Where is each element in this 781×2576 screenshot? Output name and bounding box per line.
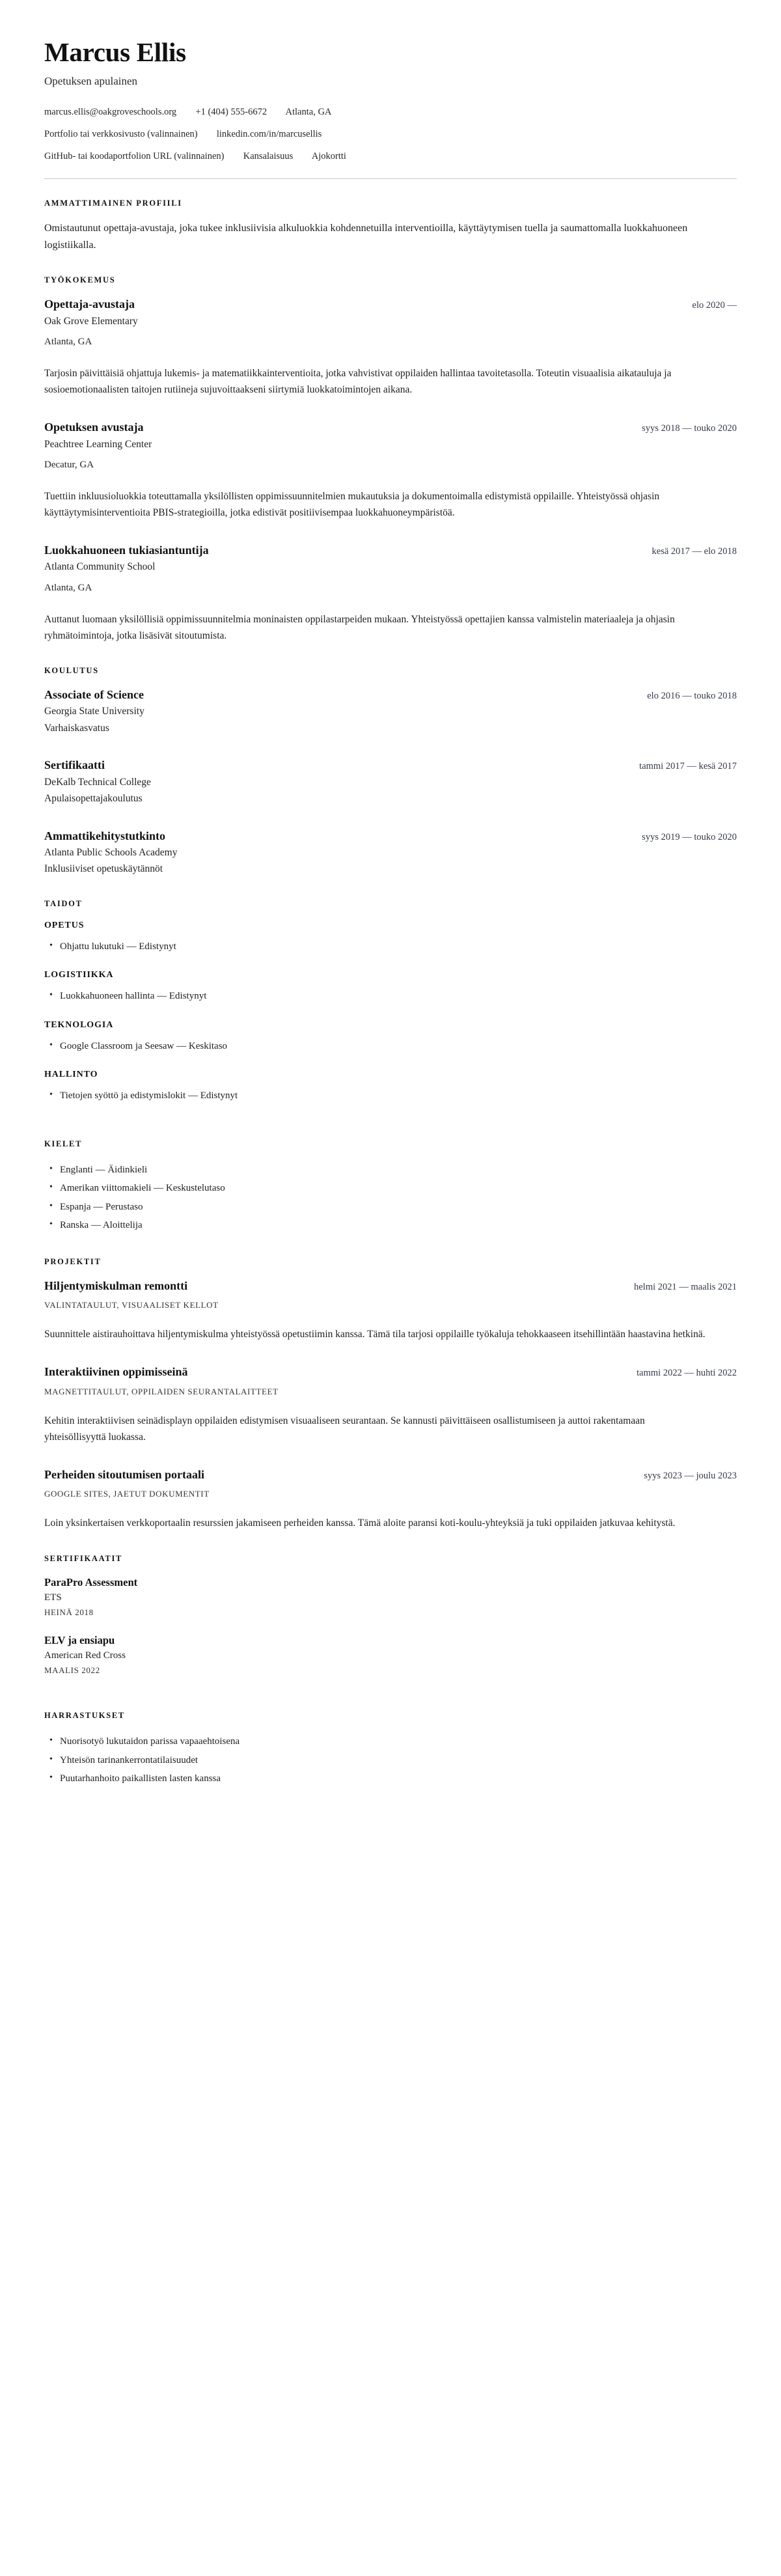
- contact-row-links: [44, 128, 737, 142]
- school-name: DeKalb Technical College: [44, 776, 151, 788]
- degree-name: Ammattikehitystutkinto: [44, 829, 166, 842]
- education-entry: [44, 687, 737, 736]
- contact-row-extra: [44, 150, 737, 164]
- project-name: Interaktiivinen oppimisseinä: [44, 1365, 188, 1379]
- skill-group-name: OPETUS: [44, 920, 85, 930]
- education-entry-head: [44, 687, 737, 702]
- skill-list: [44, 987, 737, 1006]
- experience-entry-head: [44, 297, 737, 312]
- spacer: [44, 1534, 737, 1554]
- job-company: Atlanta Community School: [44, 561, 156, 573]
- header-divider: [44, 178, 737, 179]
- section-projects: [44, 1257, 737, 1532]
- project-description: Loin yksinkertaisen verkkoportaalin resurssien jakamiseen perheiden kanssa. Tämä aloite paransi koti-koulu-yhteyksiä ja tuki oppilaiden jatkuvaa kehitystä.: [44, 1517, 676, 1529]
- section-title-skills: TAIDOT: [44, 898, 83, 908]
- field-of-study: Inklusiiviset opetuskäytännöt: [44, 863, 163, 875]
- project-date-range: tammi 2022 — huhti 2022: [637, 1368, 737, 1379]
- skill-group: [44, 1020, 737, 1056]
- profile-summary-text: Omistautunut opettaja-avustaja, joka tukee inklusiivisia alkuluokkia kohdennetuilla interventioilla, käyttäytymisen tuella ja saumattomalla luokkahuoneen logistiikalla.: [44, 222, 688, 251]
- experience-entry: [44, 297, 737, 398]
- job-role: Opettaja-avustaja: [44, 298, 135, 311]
- degree-date-range: elo 2016 — touko 2018: [647, 690, 737, 701]
- project-entry-head: [44, 1364, 737, 1379]
- section-interests: [44, 1711, 737, 1788]
- skill-item: • Tietojen syöttö ja edistymislokit — Edistynyt: [60, 1087, 737, 1105]
- degree-name: Associate of Science: [44, 687, 144, 701]
- spacer: [44, 1691, 737, 1711]
- github-placeholder-text[interactable]: GitHub- tai koodaportfolion URL (valinnainen): [44, 150, 225, 161]
- job-description: Tarjosin päivittäisiä ohjattuja lukemis- ja matematiikkainterventioita, jotka vahvistivat oppilaiden hallintaa tavoitetasolla. Toteutin visuaalisia aikatauluja ja sosioemotionaalisten taitojen rutiineja sujuvoittaakseni siirtymiä luokkatoimintojen aikana.: [44, 368, 672, 396]
- skill-group: [44, 970, 737, 1006]
- skill-item: • Luokkahuoneen hallinta — Edistynyt: [60, 987, 737, 1006]
- candidate-name: Marcus Ellis: [44, 37, 186, 67]
- candidate-headline: Opetuksen apulainen: [44, 75, 138, 88]
- degree-name: Sertifikaatti: [44, 758, 105, 772]
- skill-list: [44, 1037, 737, 1056]
- project-tags: VALINTATAULUT, VISUAALISET KELLOT: [44, 1300, 219, 1310]
- skill-group: [44, 921, 737, 956]
- job-date-range: kesä 2017 — elo 2018: [651, 546, 737, 557]
- job-company: Oak Grove Elementary: [44, 315, 138, 327]
- job-location: Atlanta, GA: [44, 337, 92, 348]
- project-entry: [44, 1279, 737, 1343]
- project-entry-head: [44, 1467, 737, 1482]
- skill-item: • Google Classroom ja Seesaw — Keskitaso: [60, 1037, 737, 1056]
- spacer: [44, 879, 737, 899]
- skill-list: [44, 1087, 737, 1105]
- certification-entry: [44, 1575, 737, 1618]
- job-description: Tuettiin inkluusioluokkia toteuttamalla yksilöllisten oppimissuunnitelmien mukautuksia ja dokumentoimalla edistymistä oppilaille. Yhteistyössä ohjasin käyttäytymisinterventioita PBIS-strategioilla, jotka edistivät positiivisempaa luokkahuoneympäristöä.: [44, 490, 660, 518]
- phone-text[interactable]: +1 (404) 555-6672: [195, 107, 267, 118]
- job-date-range: syys 2018 — touko 2020: [642, 423, 737, 434]
- certification-issuer: American Red Cross: [44, 1650, 126, 1661]
- certification-name: ParaPro Assessment: [44, 1575, 138, 1588]
- nationality-text: Kansalaisuus: [243, 150, 294, 161]
- skill-list: [44, 937, 737, 956]
- experience-entry: [44, 420, 737, 521]
- job-location: Atlanta, GA: [44, 582, 92, 593]
- section-skills: [44, 899, 737, 1105]
- interest-item: • Nuorisotyö lukutaidon parissa vapaaehtoisena: [60, 1732, 737, 1751]
- education-entry-head: [44, 758, 737, 773]
- spacer: [44, 646, 737, 666]
- interest-item: • Puutarhanhoito paikallisten lasten kanssa: [60, 1769, 737, 1788]
- portfolio-placeholder-text[interactable]: Portfolio tai verkkosivusto (valinnainen): [44, 129, 198, 140]
- job-company: Peachtree Learning Center: [44, 438, 152, 450]
- section-title-experience: TYÖKOKEMUS: [44, 275, 116, 285]
- school-name: Atlanta Public Schools Academy: [44, 846, 178, 858]
- job-role: Opetuksen avustaja: [44, 421, 144, 434]
- education-entry: [44, 829, 737, 877]
- degree-date-range: tammi 2017 — kesä 2017: [639, 761, 737, 772]
- location-text: Atlanta, GA: [285, 107, 332, 118]
- language-item: • Amerikan viittomakieli — Keskustelutaso: [60, 1179, 737, 1198]
- spacer: [44, 1120, 737, 1139]
- school-name: Georgia State University: [44, 706, 144, 717]
- interest-item: • Yhteisön tarinankerrontatilaisuudet: [60, 1751, 737, 1770]
- project-tags: GOOGLE SITES, JAETUT DOKUMENTIT: [44, 1489, 210, 1499]
- education-entry-head: [44, 829, 737, 844]
- project-entry: [44, 1364, 737, 1445]
- project-entry: [44, 1467, 737, 1532]
- language-item: • Ranska — Aloittelija: [60, 1216, 737, 1235]
- section-profile: [44, 199, 737, 254]
- certification-issuer: ETS: [44, 1592, 62, 1603]
- experience-entry: [44, 543, 737, 644]
- certification-entry: [44, 1633, 737, 1676]
- contact-row-primary: [44, 105, 737, 120]
- linkedin-text[interactable]: linkedin.com/in/marcusellis: [216, 129, 322, 140]
- section-title-languages: KIELET: [44, 1139, 83, 1148]
- section-title-education: KOULUTUS: [44, 665, 99, 675]
- section-languages: [44, 1139, 737, 1235]
- driving-license-text: Ajokortti: [311, 150, 346, 161]
- job-role: Luokkahuoneen tukiasiantuntija: [44, 544, 209, 557]
- resume-header: [44, 38, 737, 179]
- certification-date: MAALIS 2022: [44, 1665, 100, 1676]
- education-entry: [44, 758, 737, 806]
- field-of-study: Apulaisopettajakoulutus: [44, 793, 143, 805]
- project-date-range: syys 2023 — joulu 2023: [644, 1471, 737, 1481]
- skill-group-name: TEKNOLOGIA: [44, 1019, 114, 1030]
- project-description: Suunnittele aistirauhoittava hiljentymiskulma yhteistyössä opetustiimin kanssa. Tämä tila tarjosi oppilaille työkaluja tehokkaaseen itsehillintään haastavina hetkinä.: [44, 1329, 706, 1340]
- project-name: Perheiden sitoutumisen portaali: [44, 1468, 204, 1481]
- job-date-range: elo 2020 —: [692, 300, 737, 311]
- project-entry-head: [44, 1279, 737, 1294]
- project-tags: MAGNETTITAULUT, OPPILAIDEN SEURANTALAITTEET: [44, 1386, 279, 1396]
- project-name: Hiljentymiskulman remontti: [44, 1279, 188, 1292]
- project-description: Kehitin interaktiivisen seinädisplayn oppilaiden edistymisen visuaaliseen seurantaan. Se kannusti päivittäiseen osallistumiseen ja auttoi rakentamaan yhteisöllisyyttä luokassa.: [44, 1415, 645, 1443]
- skill-item: • Ohjattu lukutuki — Edistynyt: [60, 937, 737, 956]
- job-location: Decatur, GA: [44, 460, 94, 471]
- experience-entry-head: [44, 420, 737, 435]
- interest-list: [44, 1732, 737, 1788]
- degree-date-range: syys 2019 — touko 2020: [642, 831, 737, 842]
- section-education: [44, 666, 737, 877]
- skill-group-name: HALLINTO: [44, 1070, 98, 1080]
- email-text[interactable]: marcus.ellis@oakgroveschools.org: [44, 107, 177, 118]
- section-title-interests: HARRASTUKSET: [44, 1711, 125, 1721]
- experience-entry-head: [44, 543, 737, 558]
- certification-date: HEINÄ 2018: [44, 1607, 94, 1617]
- section-title-projects: PROJEKTIT: [44, 1256, 102, 1266]
- certification-name: ELV ja ensiapu: [44, 1633, 115, 1646]
- section-title-certifications: SERTIFIKAATIT: [44, 1553, 123, 1563]
- spacer: [44, 1238, 737, 1257]
- spacer: [44, 256, 737, 275]
- section-certifications: [44, 1554, 737, 1676]
- field-of-study: Varhaiskasvatus: [44, 722, 109, 734]
- skill-group: [44, 1070, 737, 1105]
- language-item: • Englanti — Äidinkieli: [60, 1161, 737, 1180]
- skill-group-name: LOGISTIIKKA: [44, 970, 114, 980]
- section-title-profile: AMMATTIMAINEN PROFIILI: [44, 198, 182, 208]
- language-list: [44, 1161, 737, 1235]
- job-description: Auttanut luomaan yksilöllisiä oppimissuunnitelmia moninaisten oppilastarpeiden mukaan. Yhteistyössä opettajien kanssa valmistelin materiaaleja ja ohjasin ryhmätoimintoja, jotka lisäsivät sitoutumista.: [44, 613, 675, 641]
- language-item: • Espanja — Perustaso: [60, 1198, 737, 1217]
- section-experience: [44, 275, 737, 643]
- project-date-range: helmi 2021 — maalis 2021: [634, 1281, 737, 1292]
